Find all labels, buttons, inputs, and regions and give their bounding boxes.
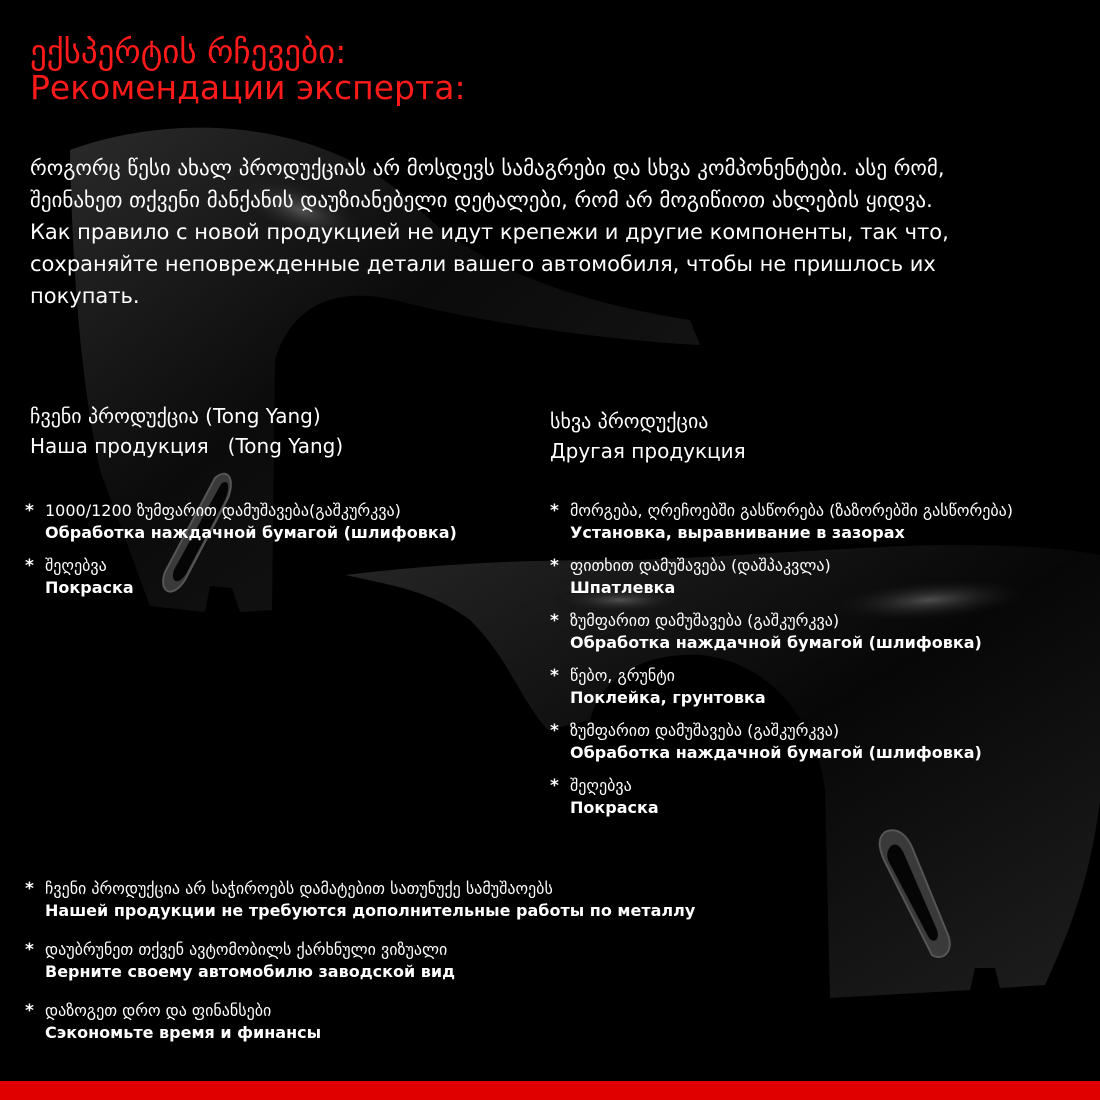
list-item-georgian: ფითხით დამუშავება (დაშპაკვლა) <box>570 556 831 575</box>
bullet-star-icon: * <box>25 501 34 521</box>
benefits-list <box>25 878 695 1061</box>
other-product-heading <box>550 406 746 466</box>
list-item-russian: Установка, выравнивание в зазорах <box>570 523 905 542</box>
bottom-red-bar <box>0 1081 1100 1100</box>
bullet-star-icon: * <box>550 611 559 631</box>
list-item-georgian: წებო, გრუნტი <box>570 666 675 685</box>
list-item <box>550 500 1013 544</box>
list-item <box>25 500 457 544</box>
list-item-russian: Поклейка, грунтовка <box>570 688 766 707</box>
bullet-star-icon: * <box>550 666 559 686</box>
list-item-georgian: მორგება, ღრეჩოებში გასწორება (ზაზორებში გასწორება) <box>570 501 1013 520</box>
list-item <box>550 720 1013 764</box>
other-product-list <box>550 500 1013 830</box>
list-item <box>550 555 1013 599</box>
list-item <box>550 610 1013 654</box>
list-item-russian: Верните своему автомобилю заводской вид <box>45 962 455 981</box>
list-item <box>550 775 1013 819</box>
list-item-russian: Обработка наждачной бумагой (шлифовка) <box>570 633 982 652</box>
list-item-georgian: შეღებვა <box>570 776 632 795</box>
list-item-georgian: ჩვენი პროდუქცია არ საჭიროებს დამატებით სათუნუქე სამუშაოებს <box>45 879 553 898</box>
list-item <box>25 939 695 983</box>
our-product-list <box>25 500 457 610</box>
list-item-georgian: შეღებვა <box>45 556 107 575</box>
bullet-star-icon: * <box>550 721 559 741</box>
intro-text-georgian: როგორც წესი ახალ პროდუქციას არ მოსდევს სამაგრები და სხვა კომპონენტები. ასე რომ, შეინახეთ თქვენი მანქანის დაუზიანებელი დეტალები, რომ არ მოგიწიოთ ახლების ყიდვა. <box>30 156 945 212</box>
bullet-star-icon: * <box>25 940 34 960</box>
list-item-georgian: ზუმფარით დამუშავება (გაშკურკვა) <box>570 721 840 740</box>
list-item <box>25 878 695 922</box>
our-product-heading-georgian: ჩვენი პროდუქცია (Tong Yang) <box>30 404 321 428</box>
other-product-heading-russian: Другая продукция <box>550 439 746 463</box>
title-russian: Рекомендации эксперта: <box>30 68 466 107</box>
list-item-russian: Сэкономьте время и финансы <box>45 1023 322 1042</box>
bullet-star-icon: * <box>550 556 559 576</box>
list-item-russian: Обработка наждачной бумагой (шлифовка) <box>570 743 982 762</box>
list-item-georgian: 1000/1200 ზუმფარით დამუშავება(გაშკურკვა) <box>45 501 401 520</box>
bullet-star-icon: * <box>25 556 34 576</box>
intro-text-russian: Как правило с новой продукцией не идут крепежи и другие компоненты, так что, сохраняйте неповрежденные детали вашего автомобиля, чтобы не пришлось их покупать. <box>30 220 949 308</box>
our-product-heading <box>30 401 343 461</box>
list-item <box>25 555 457 599</box>
list-item-russian: Покраска <box>570 798 659 817</box>
list-item <box>25 1000 695 1044</box>
list-item-georgian: დაუბრუნეთ თქვენ ავტომობილს ქარხნული ვიზუალი <box>45 940 448 959</box>
list-item-russian: Нашей продукции не требуются дополнительные работы по металлу <box>45 901 696 920</box>
bullet-star-icon: * <box>550 776 559 796</box>
other-product-heading-georgian: სხვა პროდუქცია <box>550 409 709 433</box>
bullet-star-icon: * <box>550 501 559 521</box>
list-item-georgian: დაზოგეთ დრო და ფინანსები <box>45 1001 272 1020</box>
bullet-star-icon: * <box>25 1001 34 1021</box>
list-item-russian: Покраска <box>45 578 134 597</box>
list-item-russian: Обработка наждачной бумагой (шлифовка) <box>45 523 457 542</box>
list-item <box>550 665 1013 709</box>
title-georgian: ექსპერტის რჩევები: <box>30 32 347 71</box>
list-item-georgian: ზუმფარით დამუშავება (გაშკურკვა) <box>570 611 840 630</box>
bullet-star-icon: * <box>25 879 34 899</box>
intro-block <box>30 152 1040 312</box>
our-product-heading-russian: Наша продукция (Tong Yang) <box>30 434 344 458</box>
list-item-russian: Шпатлевка <box>570 578 676 597</box>
